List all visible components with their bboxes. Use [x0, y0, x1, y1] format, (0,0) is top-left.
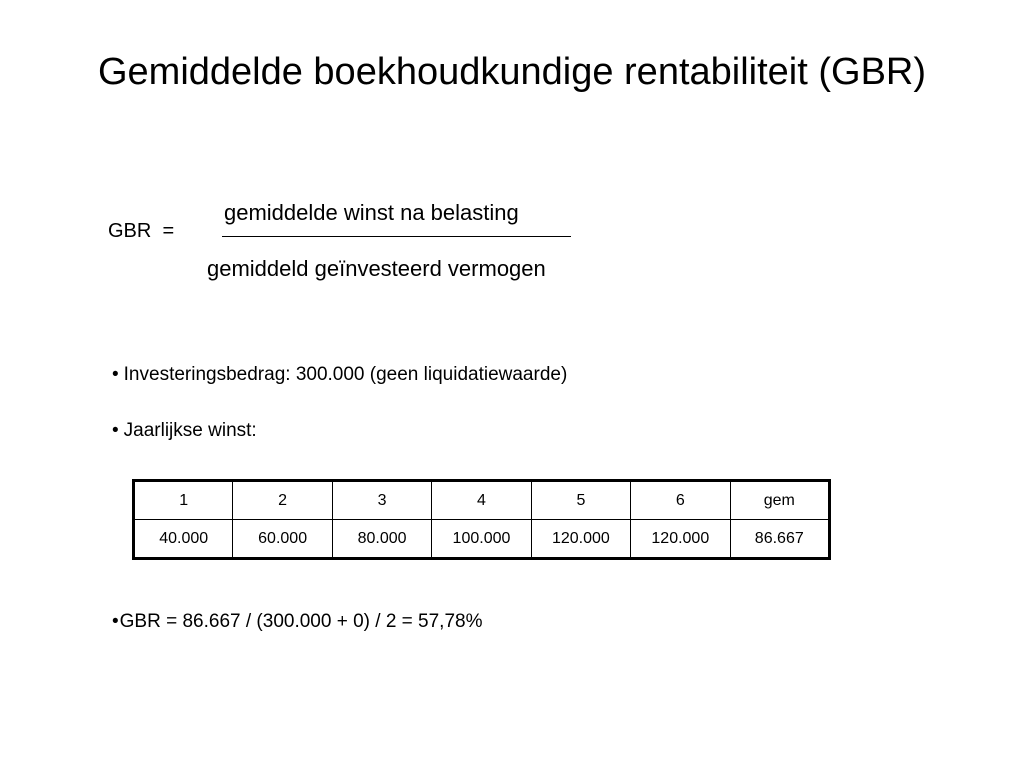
- table-cell: gem: [730, 481, 829, 520]
- annual-profit-table: [132, 479, 831, 560]
- bullet-gbr-calculation-text: GBR = 86.667 / (300.000 + 0) / 2 = 57,78%: [119, 611, 483, 632]
- bullet-gbr-calculation: [112, 610, 482, 634]
- bullet-annual-profit: [112, 419, 257, 443]
- table-cell: 4: [432, 481, 531, 520]
- table-cell: 60.000: [233, 520, 332, 559]
- bullet-investment-text: Investeringsbedrag: 300.000 (geen liquidatiewaarde): [123, 364, 568, 385]
- table-cell: 80.000: [332, 520, 431, 559]
- table-cell: 1: [134, 481, 233, 520]
- bullet-annual-profit-text: Jaarlijkse winst:: [123, 420, 257, 441]
- slide-title: Gemiddelde boekhoudkundige rentabiliteit (GBR): [97, 51, 927, 93]
- table-cell: 86.667: [730, 520, 829, 559]
- bullet-dot-icon: •: [112, 364, 119, 385]
- formula-denominator: gemiddeld geïnvesteerd vermogen: [207, 256, 546, 281]
- table-cell: 3: [332, 481, 431, 520]
- table-cell: 40.000: [134, 520, 233, 559]
- table-cell: 6: [631, 481, 730, 520]
- table-cell: 120.000: [531, 520, 630, 559]
- table-cell: 120.000: [631, 520, 730, 559]
- fraction-bar: [222, 236, 571, 237]
- table-cell: 2: [233, 481, 332, 520]
- table-row: [134, 520, 830, 559]
- formula-numerator: gemiddelde winst na belasting: [224, 200, 519, 225]
- bullet-investment: [112, 363, 567, 387]
- table-cell: 5: [531, 481, 630, 520]
- table-header-row: [134, 481, 830, 520]
- table-cell: 100.000: [432, 520, 531, 559]
- bullet-dot-icon: •: [112, 420, 119, 441]
- formula-lhs: GBR =: [108, 220, 175, 242]
- bullet-dot-icon: •: [112, 611, 119, 632]
